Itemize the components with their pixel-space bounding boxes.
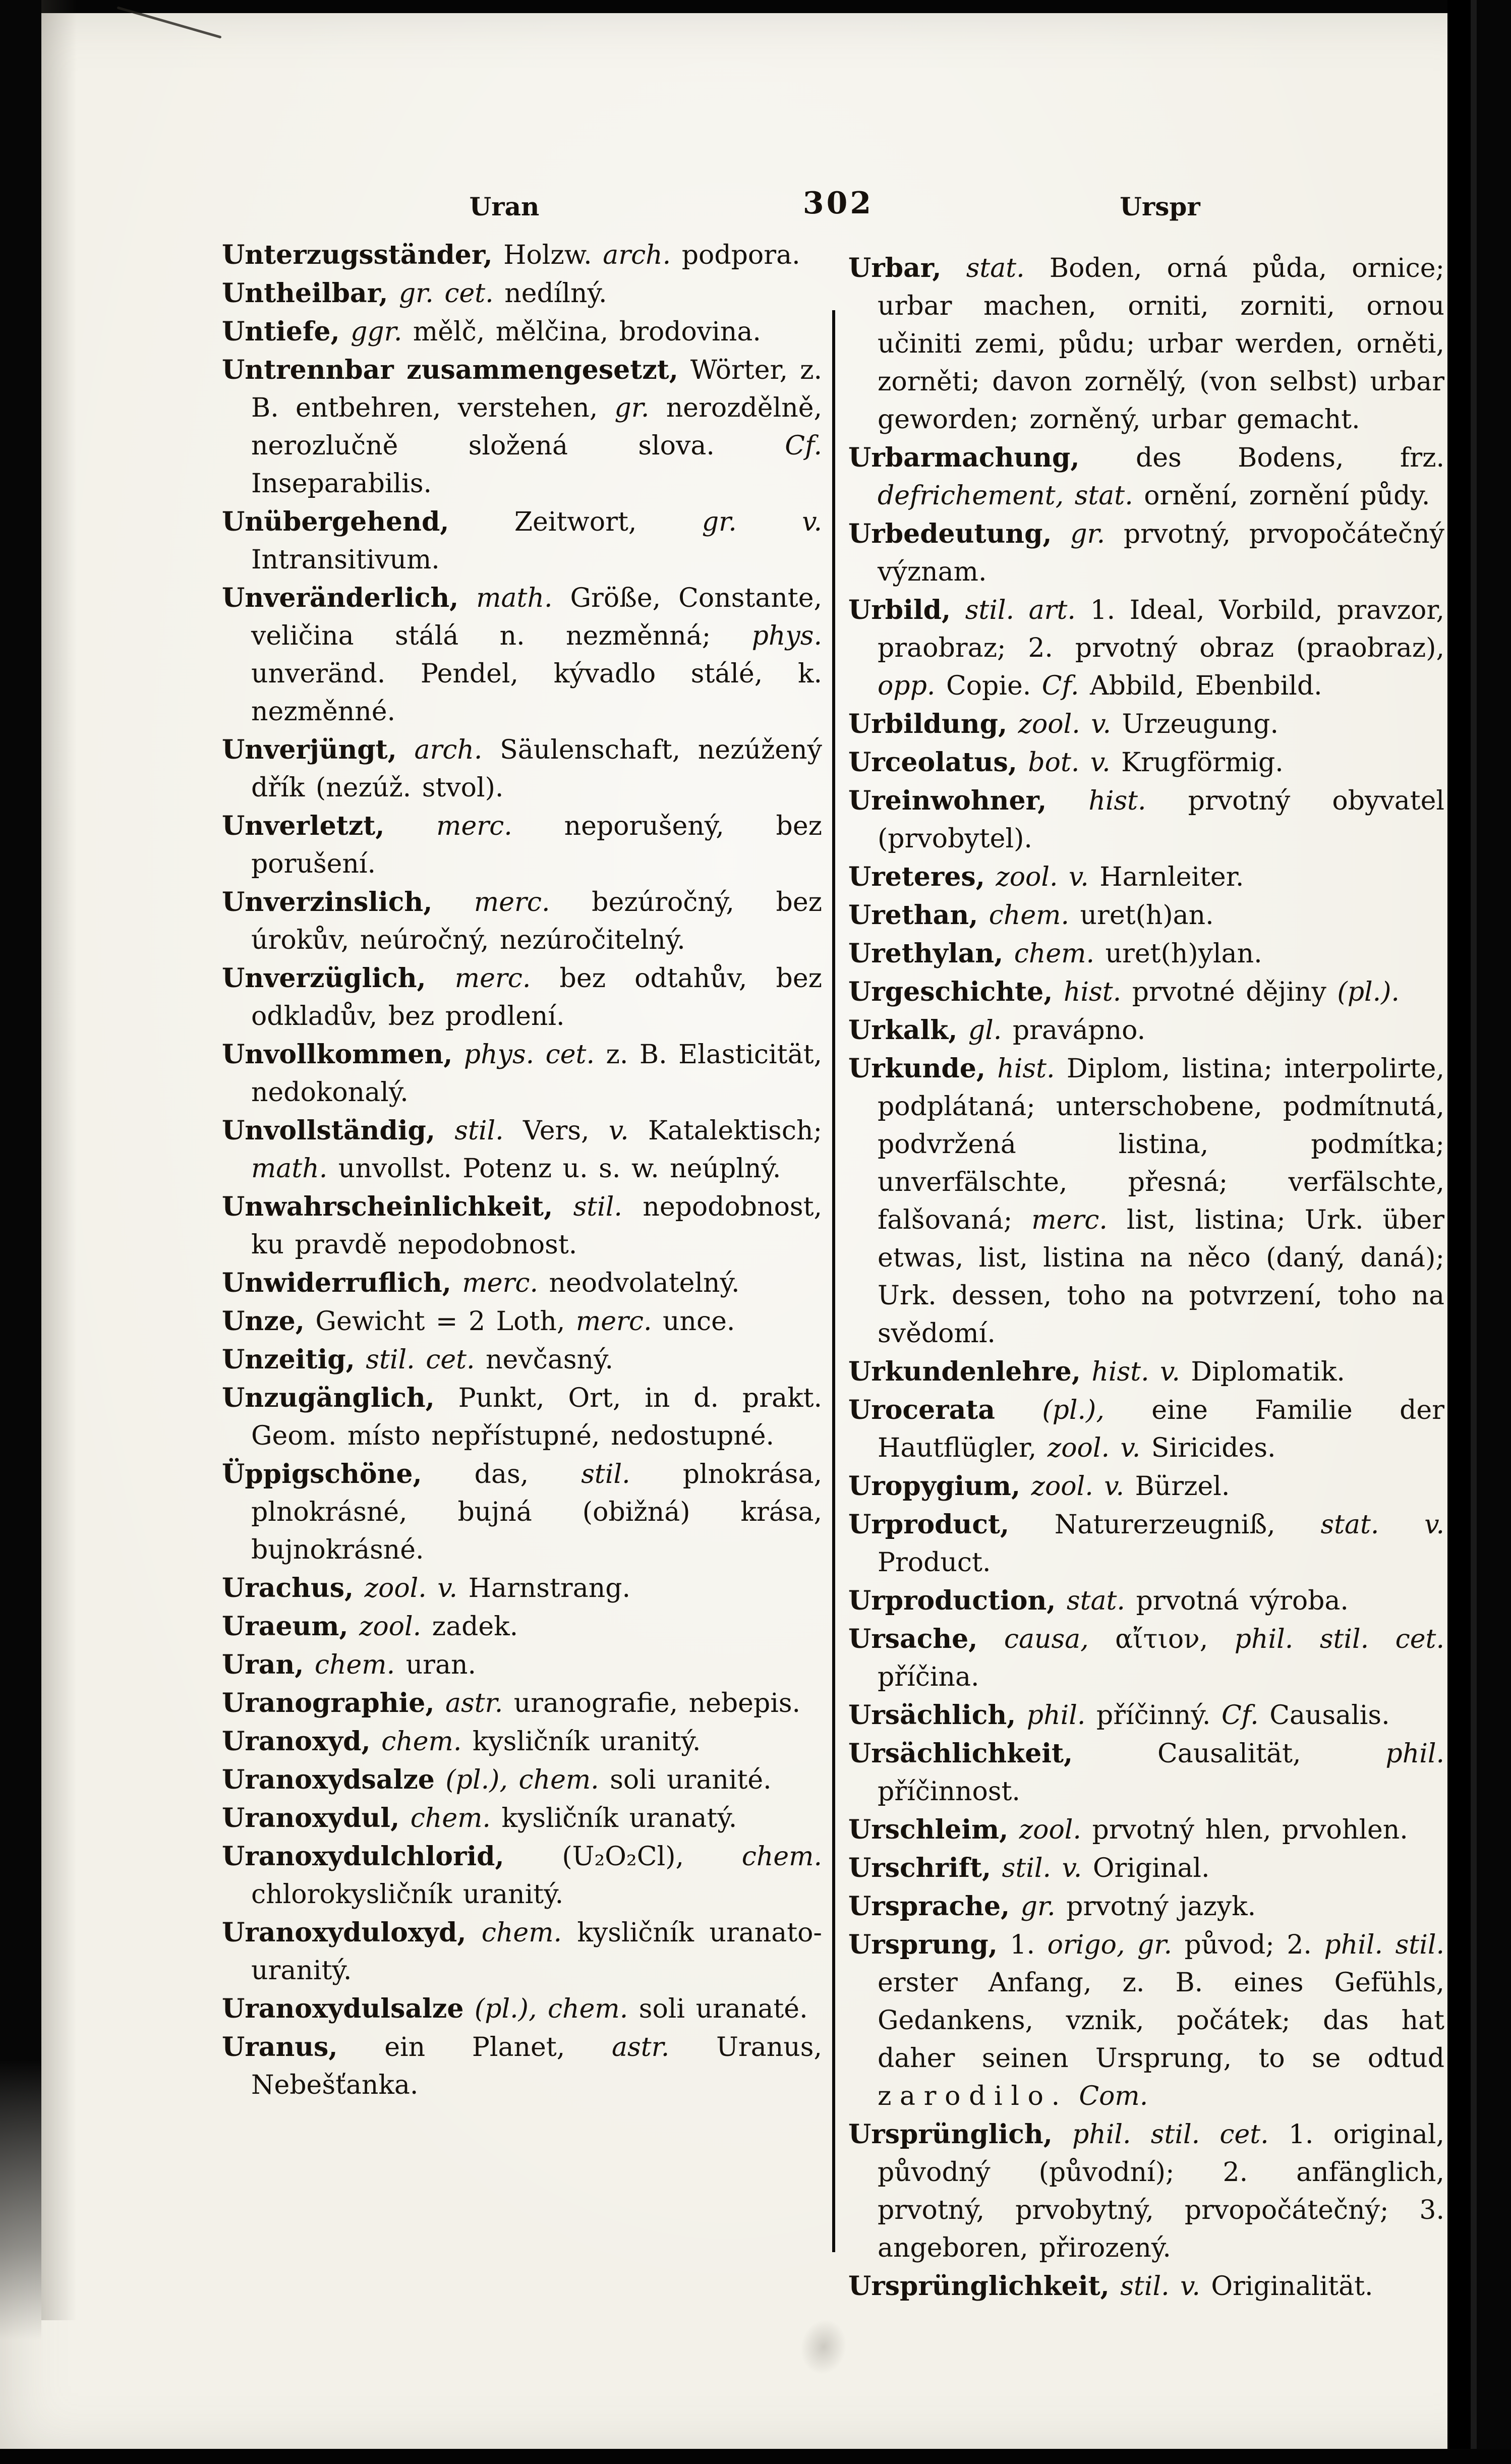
definition-text: Originalität. [1200, 2271, 1373, 2302]
definition-text: Säulenschaft, nezúžený dřík (nezúž. stvol). [251, 735, 822, 803]
definition-text: ein Planet, [337, 2032, 612, 2062]
dictionary-entry [848, 2115, 1444, 2267]
usage-label: chem. [304, 1650, 395, 1680]
usage-label: gr. cet. [388, 278, 494, 309]
usage-label: zool. v. [354, 1573, 458, 1603]
definition-text: Größe, Constante, veličina stálá n. nezměnná; [251, 583, 823, 651]
usage-label: chem. [1003, 939, 1094, 969]
dictionary-entry [222, 1799, 822, 1838]
usage-label: zool. v. [1047, 1433, 1141, 1463]
scan-border-bottom [0, 2449, 1511, 2464]
dictionary-entry [222, 1646, 822, 1684]
definition-text: Uranus, Nebešťanka. [251, 2032, 822, 2100]
definition-text: αἴτιον, [1088, 1624, 1235, 1654]
dictionary-entry [848, 935, 1444, 973]
headword: Uranoxydul, [222, 1803, 400, 1833]
dictionary-entry [222, 1569, 822, 1608]
headword: Ursprünglichkeit, [848, 2271, 1110, 2302]
definition-text: ornění, zornění půdy. [1133, 481, 1430, 511]
headword: Uranographie, [222, 1688, 435, 1718]
usage-label: stil. [553, 1192, 622, 1222]
usage-label: stat. [941, 253, 1025, 283]
definition-text: Abbild, Ebenbild. [1079, 671, 1322, 701]
usage-label: Cf. [785, 431, 822, 461]
headword: Urbild, [848, 595, 951, 625]
definition-text: kysličník uranato-uranitý. [251, 1918, 822, 1986]
dictionary-entry [222, 1302, 822, 1341]
headword: Ureteres, [848, 862, 985, 892]
definition-text: Original. [1082, 1853, 1210, 1883]
definition-text: 1. Ideal, Vorbild, pravzor, praobraz; 2. prvotný obraz (praobraz), [878, 595, 1445, 663]
dictionary-entry [222, 731, 822, 807]
headword: Unvollkommen, [222, 1039, 453, 1070]
definition-text: Wörter, z. B. entbehren, verstehen, [251, 355, 822, 423]
dictionary-entry [848, 249, 1444, 439]
dictionary-entry [222, 2028, 822, 2104]
headword: Uraeum, [222, 1611, 348, 1642]
definition-text: Inseparabilis. [251, 469, 432, 499]
usage-label: phys. cet. [452, 1040, 595, 1070]
dictionary-entry [222, 1914, 822, 1990]
definition-text: příčinnost. [878, 1777, 1020, 1807]
dictionary-entry [222, 1723, 822, 1761]
dictionary-entry [222, 313, 822, 351]
definition-text: Zeitwort, [449, 507, 702, 537]
dictionary-entry [222, 236, 822, 274]
headword: Urbildung, [848, 709, 1008, 739]
definition-text: neporušený, bez porušení. [251, 811, 822, 879]
dictionary-entry [222, 1264, 822, 1302]
dictionary-entry [222, 1684, 822, 1723]
definition-text: Intransitivum. [251, 545, 440, 575]
headword: Uropygium, [848, 1471, 1021, 1502]
headword: Untheilbar, [222, 278, 388, 309]
usage-label: merc. [432, 887, 550, 918]
usage-label: hist. [985, 1054, 1055, 1084]
usage-label: astr. [612, 2032, 670, 2062]
usage-label: phil. [1385, 1739, 1444, 1769]
headword: Urethan, [848, 900, 978, 931]
usage-label: gr. [614, 393, 650, 423]
definition-text: 1. original, původný (původní); 2. anfänglich, prvotný, prvobytný, prvopočátečný; 3. angeboren, přirozený. [878, 2119, 1444, 2263]
dictionary-entry [222, 1112, 822, 1188]
definition-text: unvollst. Potenz u. s. w. neúplný. [327, 1154, 781, 1184]
headword: Untiefe, [222, 316, 340, 347]
headword: Ursächlich, [848, 1700, 1016, 1731]
definition-text: Punkt, Ort, in d. prakt. Geom. místo nepřístupné, nedostupné. [251, 1383, 822, 1451]
definition-text: (U₂O₂Cl), [504, 1842, 742, 1872]
usage-label: phil. stil. [1324, 1930, 1444, 1960]
dictionary-entry [848, 705, 1444, 743]
headword: Urschleim, [848, 1814, 1009, 1845]
headword: Urethylan, [848, 938, 1004, 969]
usage-label: stil. [435, 1116, 504, 1146]
definition-text: Copie. [935, 671, 1042, 701]
usage-label: stat. [1056, 1586, 1125, 1616]
headword: Unveränderlich, [222, 583, 459, 613]
definition-text: Siricides. [1140, 1433, 1276, 1463]
usage-label: phil. [1016, 1700, 1086, 1731]
dictionary-entry [222, 351, 822, 503]
definition-text: erster Anfang, z. B. eines Gefühls, Gedankens, vznik, počátek; das hat daher seinen Ursprung, to se odtud [878, 1968, 1444, 2074]
dictionary-entry [848, 591, 1444, 705]
usage-label: stat. v. [1320, 1510, 1444, 1540]
definition-text: bezúročný, bez úrokův, neúročný, nezúročitelný. [251, 887, 822, 955]
usage-label: gr. [1010, 1892, 1056, 1922]
usage-label: math. [458, 583, 553, 613]
definition-text: příčinný. [1085, 1700, 1222, 1731]
definition-text: původ; 2. [1172, 1930, 1324, 1960]
dictionary-entry [848, 858, 1444, 896]
definition-text: unce. [652, 1306, 735, 1337]
usage-label: (pl.), [995, 1395, 1105, 1425]
headword: Untrennbar zusammengesetzt, [222, 355, 678, 385]
definition-text: pravápno. [1002, 1015, 1146, 1046]
usage-label: merc. [426, 963, 531, 994]
headword: Unverzüglich, [222, 963, 426, 994]
usage-label: chem. [978, 900, 1070, 931]
usage-label: math. [251, 1154, 328, 1184]
definition-text: Causalis. [1258, 1700, 1390, 1731]
definition-text: kysličník uranitý. [461, 1727, 701, 1757]
dictionary-entry [848, 515, 1444, 591]
left-column [222, 236, 822, 2104]
usage-label: v. [608, 1116, 629, 1146]
dictionary-entry [848, 1735, 1444, 1811]
usage-label: Cf. [1041, 671, 1079, 701]
headword: Unze, [222, 1306, 305, 1337]
usage-label: (pl.), chem. [434, 1765, 599, 1795]
definition-text: prvotný obyvatel (prvobytel). [878, 786, 1444, 854]
headword: Unwiderruflich, [222, 1268, 451, 1298]
definition-text: Holzw. [492, 240, 603, 270]
dictionary-entry [222, 274, 822, 313]
headword: Uranoxyduloxyd, [222, 1917, 467, 1948]
dictionary-entry [222, 1455, 822, 1569]
dictionary-entry [848, 1582, 1444, 1620]
usage-label: phys. [751, 621, 822, 651]
dictionary-entry [848, 1011, 1444, 1050]
definition-text: Katalektisch; [628, 1116, 823, 1146]
usage-label: gl. [957, 1015, 1002, 1046]
headword: Ursprung, [848, 1929, 998, 1960]
definition-text: chlorokysličník uranitý. [251, 1879, 564, 1910]
definition-text: unveränd. Pendel, kývadlo stálé, k. nezměnné. [251, 659, 822, 727]
page-number: 302 [802, 186, 874, 221]
definition-text: plnokrása, plnokrásné, bujná (obižná) krása, bujnokrásné. [251, 1459, 822, 1565]
definition-text: podpora. [671, 240, 800, 270]
definition-text: uret(h)an. [1069, 900, 1214, 931]
usage-label: ggr. [339, 317, 402, 347]
dictionary-entry [848, 1696, 1444, 1735]
headword: Uranoxydulsalze [222, 1993, 464, 2024]
definition-text [1068, 2081, 1079, 2111]
dictionary-entry [848, 1506, 1444, 1582]
dictionary-entry [848, 782, 1444, 858]
headword: Unzeitig, [222, 1344, 355, 1375]
headword: Unverjüngt, [222, 734, 397, 765]
dictionary-entry [222, 1379, 822, 1455]
usage-label: (pl.). [1337, 977, 1400, 1007]
dictionary-entry [222, 1036, 822, 1112]
headword: Urceolatus, [848, 747, 1017, 778]
definition-text: kysličník uranatý. [490, 1803, 737, 1833]
usage-label: merc. [1031, 1205, 1108, 1235]
dictionary-entry [222, 579, 822, 731]
scan-border-top [0, 0, 1511, 13]
usage-label: causa, [977, 1624, 1089, 1654]
scan-border-right [1447, 0, 1511, 2464]
definition-text: des Bodens, frz. [1079, 443, 1444, 473]
definition-text: list, listina; Urk. über etwas, list, listina na něco (daný, daná); Urk. dessen, toho na potvrzení, toho na svědomí. [878, 1205, 1444, 1349]
usage-label: phil. stil. cet. [1052, 2119, 1269, 2150]
usage-label: stil. [581, 1459, 630, 1489]
usage-label: hist. [1047, 786, 1146, 816]
headword: Uran, [222, 1649, 304, 1680]
usage-label: gr. [1052, 519, 1106, 549]
definition-text: nevčasný. [475, 1345, 614, 1375]
usage-label: stil. v. [1109, 2271, 1200, 2302]
dictionary-entry [848, 439, 1444, 515]
page-edge-shadow [41, 0, 77, 2320]
definition-text: uret(h)ylan. [1094, 939, 1262, 969]
usage-label: merc. [384, 811, 512, 841]
definition-text: z. B. Elasticität, nedokonalý. [251, 1040, 823, 1108]
headword: Urkundenlehre, [848, 1356, 1081, 1387]
usage-label: (pl.), chem. [463, 1994, 628, 2024]
usage-label: hist. [1053, 977, 1122, 1007]
definition-text: bez odtahův, bez odkladův, bez prodlení. [251, 963, 822, 1032]
dictionary-entry [848, 973, 1444, 1011]
headword: Unübergehend, [222, 506, 449, 537]
dictionary-entry [222, 959, 822, 1036]
usage-label: zool. [348, 1612, 422, 1642]
usage-label: opp. [878, 671, 936, 701]
definition-text: Vers, [503, 1116, 609, 1146]
definition-text: Boden, orná půda, ornice; urbar machen, orniti, zorniti, ornou učiniti zemi, půdu; urbar werden, orněti, zorněti; davon zornělý, (von selbst) urbar geworden; zorněný, urbar gemacht. [878, 253, 1445, 435]
definition-text: prvotný, prvopočátečný význam. [878, 519, 1444, 587]
definition-text: 1. [997, 1930, 1048, 1960]
headword: Ursache, [848, 1624, 978, 1654]
dictionary-entry [222, 1188, 822, 1264]
dictionary-entry [222, 1761, 822, 1799]
right-column [848, 249, 1444, 2306]
dictionary-entry [848, 1620, 1444, 1696]
definition-text: prvotné dějiny [1121, 977, 1338, 1007]
definition-text: nepodobnost, ku pravdě nepodobnost. [251, 1192, 822, 1260]
dictionary-entry [848, 2267, 1444, 2306]
dictionary-entry [848, 1811, 1444, 1849]
headword: Unverletzt, [222, 811, 385, 841]
usage-label: merc. [575, 1306, 652, 1337]
definition-text: Urzeugung. [1111, 709, 1278, 739]
dictionary-entry [848, 1353, 1444, 1391]
definition-text: prvotná výroba. [1125, 1586, 1349, 1616]
headword: Uranoxydulchlorid, [222, 1841, 504, 1872]
usage-label: Com. [1079, 2081, 1148, 2111]
usage-label: defrichement, stat. [878, 481, 1133, 511]
headword: Unwahrscheinlichkeit, [222, 1191, 553, 1222]
usage-label: zool. v. [1020, 1471, 1125, 1502]
definition-text: uran. [395, 1650, 477, 1680]
headword: Urbar, [848, 253, 942, 283]
usage-label: zool. [1008, 1815, 1081, 1845]
usage-label: stil. v. [991, 1853, 1082, 1883]
definition-text: Harnleiter. [1088, 862, 1244, 892]
dictionary-entry [222, 807, 822, 883]
headword: Ureinwohner, [848, 785, 1047, 816]
scan-smudge [796, 2315, 852, 2379]
headword: Urocerata [848, 1395, 995, 1425]
headword: Ursprache, [848, 1891, 1010, 1922]
usage-label: zool. v. [1007, 709, 1112, 739]
definition-text: eine Familie der Hautflügler, [878, 1395, 1444, 1463]
headword: Uranoxydsalze [222, 1764, 435, 1795]
dictionary-entry [222, 1990, 822, 2028]
dictionary-entry [222, 1608, 822, 1646]
dictionary-entry [848, 1050, 1444, 1353]
dictionary-entry [848, 1887, 1444, 1926]
headword: Üppigschöne, [222, 1459, 422, 1489]
definition-text: příčina. [878, 1662, 979, 1692]
usage-label: zool. v. [984, 862, 1089, 892]
usage-label: astr. [434, 1688, 503, 1718]
dictionary-entry [848, 1391, 1444, 1467]
headword: Ursächlichkeit, [848, 1738, 1073, 1769]
scan-border-left [0, 0, 41, 2340]
headword: Unterzugsständer, [222, 240, 493, 270]
usage-label: origo, gr. [1047, 1930, 1172, 1960]
definition-text: Harnstrang. [457, 1573, 631, 1603]
headword: Urbedeutung, [848, 519, 1052, 549]
definition-text: das, [422, 1459, 582, 1489]
definition-text: Gewicht = 2 Loth, [304, 1306, 576, 1337]
dictionary-entry [848, 1849, 1444, 1887]
headword: Uranoxyd, [222, 1726, 371, 1757]
dictionary-entry [222, 1838, 822, 1914]
headword: Unverzinslich, [222, 887, 433, 918]
headword: Unzugänglich, [222, 1383, 435, 1413]
usage-label: arch. [603, 240, 671, 270]
running-head-right: Urspr [1120, 192, 1200, 221]
definition-text: Product. [878, 1548, 991, 1578]
column-divider-rule [832, 310, 835, 2252]
headword: Urschrift, [848, 1853, 992, 1883]
definition-text: Bürzel. [1124, 1471, 1230, 1502]
headword: Urgeschichte, [848, 977, 1053, 1007]
usage-label: Cf. [1221, 1700, 1259, 1731]
definition-text: nerozdělně, nerozlučně složená slova. [251, 393, 823, 461]
dictionary-entry [222, 503, 822, 579]
usage-label: stil. cet. [355, 1345, 475, 1375]
usage-label: arch. [396, 735, 483, 765]
usage-label: bot. v. [1017, 748, 1111, 778]
usage-label: chem. [399, 1803, 491, 1833]
dictionary-entry [222, 1341, 822, 1379]
headword: Urbarmachung, [848, 442, 1080, 473]
dictionary-entry [848, 1467, 1444, 1506]
usage-label: chem. [370, 1727, 462, 1757]
definition-text: Diplom, listina; interpolirte, podplátaná; unterschobene, podmítnutá, podvržená listina, podmítka; unverfälschte, přesná; verfälschte, falšovaná; [878, 1054, 1444, 1235]
headword: Unvollständig, [222, 1115, 435, 1146]
running-head-left: Uran [469, 192, 540, 221]
headword: Urachus, [222, 1573, 354, 1603]
headword: Uranus, [222, 2032, 338, 2062]
emphasized-text: zarodilo. [878, 2081, 1068, 2111]
definition-text: nedílný. [493, 278, 607, 309]
usage-label: phil. stil. cet. [1234, 1624, 1444, 1654]
usage-label: merc. [451, 1268, 538, 1298]
usage-label: stil. art. [951, 595, 1076, 625]
definition-text: Diplomatik. [1180, 1357, 1345, 1387]
dictionary-entry [848, 743, 1444, 782]
usage-label: gr. v. [702, 507, 822, 537]
definition-text: prvotný hlen, prvohlen. [1081, 1815, 1408, 1845]
headword: Urkunde, [848, 1053, 985, 1084]
definition-text: uranografie, nebepis. [503, 1688, 801, 1718]
dictionary-entry [222, 883, 822, 959]
usage-label: chem. [466, 1918, 562, 1948]
usage-label: chem. [741, 1842, 822, 1872]
headword: Urproduction, [848, 1585, 1056, 1616]
definition-text: Krugförmig. [1110, 748, 1284, 778]
headword: Urkalk, [848, 1015, 958, 1046]
definition-text: Naturerzeugniß, [1009, 1510, 1321, 1540]
headword: Ursprünglich, [848, 2119, 1053, 2150]
definition-text: zadek. [421, 1612, 518, 1642]
dictionary-entry [848, 1926, 1444, 2115]
definition-text: soli uranité. [599, 1765, 772, 1795]
usage-label: hist. v. [1080, 1357, 1180, 1387]
headword: Urproduct, [848, 1509, 1010, 1540]
definition-text: neodvolatelný. [538, 1268, 740, 1298]
definition-text: mělč, mělčina, brodovina. [402, 317, 761, 347]
definition-text: prvotný jazyk. [1055, 1892, 1256, 1922]
definition-text: soli uranaté. [628, 1994, 808, 2024]
definition-text: Causalität, [1073, 1739, 1386, 1769]
dictionary-entry [848, 896, 1444, 935]
